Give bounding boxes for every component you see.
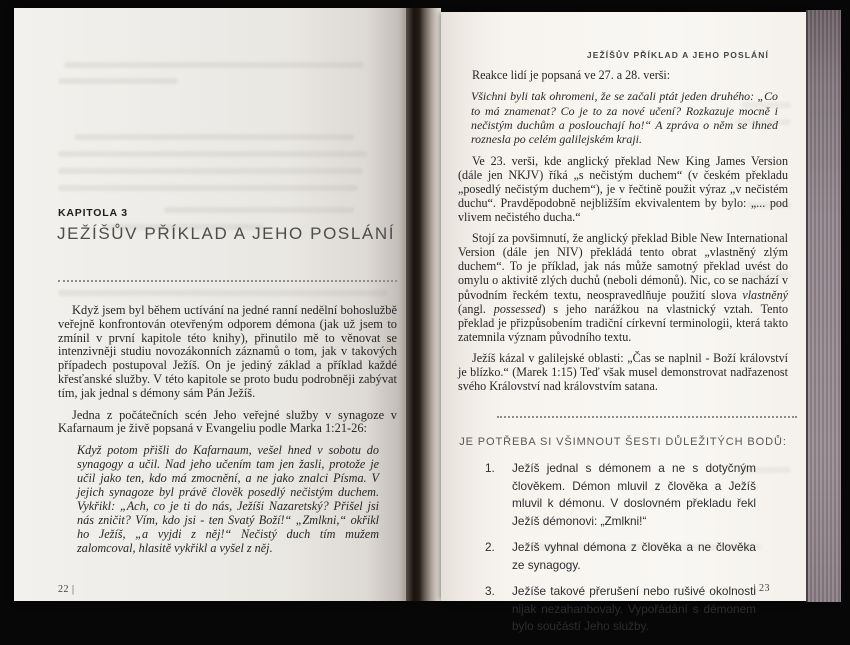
paragraph-with-italics [458,231,788,344]
bleed-through-line [58,151,368,157]
book-gutter-shadow [406,8,441,601]
list-item-number: 3. [485,584,495,598]
list-item [458,583,788,636]
bleed-through-line [58,78,178,84]
bleed-through-line [58,185,358,191]
list-item [458,460,788,530]
left-page [14,8,406,601]
bleed-through-line [58,290,388,296]
paragraph: Ve 23. verši, kde anglický překlad New King James Version (dále jen NKJV) říká „s nečistým duchem“ (v českém překladu „posedlý nečistým duchem“), je v řečtině použit výraz „v nečistém duchu“. Pravděpodobně nejbližším ekvivalentem by bylo: „... pod vlivem nečistého ducha.“ [458,153,788,225]
page-number-left: 22 | [58,584,75,595]
left-page-body [58,304,397,555]
chapter-title: JEŽÍŠŮV PŘÍKLAD A JEHO POSLÁNÍ [57,224,396,243]
list-item-number: 1. [485,461,495,475]
paragraph-part: Stojí za povšimnutí, že anglický překlad Bible New International Version (dále jen NIV) překládá tento obrat „vlastněný zlým duchem“. To je příklad, jak nás může samotný překlad uvést do omylu o aktivitě zlých duchů (neboli démonů). Nic, co se nachází v původním řeckém textu, neospravedlňuje použití slova [458,231,788,302]
list-item [458,539,788,574]
dotted-divider [58,280,397,282]
list-item-text: Ježíš jednal s démonem a ne s dotyčným člověkem. Démon mluvil z člověka a Ježíš mluvil k démonu. V doslovném překladu řekl Ježíš démonovi: „Zmlkni!“ [512,461,756,528]
book-fore-edge [806,10,841,602]
bleed-through-line [58,168,363,174]
scripture-quote: Když potom přišli do Kafarnaum, vešel hned v sobotu do synagogy a učil. Nad jeho učením tam jen žasli, protože je učil jako ten, kdo má zmocnění, a ne jako znalci Písma. V jejich synagoze byl právě člověk posedlý nečistým duchem. Vykřikl: „Ach, co je ti do nás, Ježíši Nazaretský? Přišel jsi nás zničit? Vím, kdo jsi - ten Svatý Boží!“ „Zmlkni,“ okřikl ho Ježíš, „a vyjdi z něj!“ Nečistý duch tím mužem zalomcoval, hlasitě vykřikl a vyšel z něj. [77,443,379,555]
right-page-body [458,68,788,400]
bleed-through-line [164,207,354,213]
list-item-text: Ježíše takové přerušení nebo rušivé okolnosti nijak nezahanbovaly. Vypořádání s démonem bylo součástí Jeho služby. [512,584,756,633]
paragraph: Když jsem byl během uctívání na jedné ranní nedělní bohoslužbě veřejně konfrontován otevřeným odporem démona (jak už jsem to zmínil v první kapitole této knihy), přinutilo mě to věnovat se intenzivněji studiu novozákonních záznamů o tom, jak v takových případech postupoval Ježíš. On je jediný základ a příklad každé křesťanské služby. V této kapitole se proto budu podrobněji zabývat tím, jak jednal s démony sám Pán Ježíš. [58,303,397,400]
page-number-right: | 23 [753,583,770,594]
paragraph: Jedna z počátečních scén Jeho veřejné služby v synagoze v Kafarnaum je živě popsaná v Evangeliu podle Marka 1:21-26: [58,407,397,436]
list-item-number: 2. [485,540,495,554]
scripture-quote: Všichni byli tak ohromeni, že se začali ptát jeden druhého: „Co to má znamenat? Co je to za nové učení? Rozkazuje mocně i nečistým duchům a poslouchají ho!“ A zpráva o něm se ihned roznesla po celém galilejském kraji. [471,89,778,147]
paragraph: Reakce lidí je popsaná ve 27. a 28. verši: [472,68,671,82]
right-page [441,12,806,633]
italic-term: vlastněný [742,287,788,302]
section-heading: JE POTŘEBA SI VŠIMNOUT ŠESTI DŮLEŽITÝCH BODŮ: [459,436,787,448]
list-item-text: Ježíš vyhnal démona z člověka a ne člověka ze synagogy. [512,540,756,572]
italic-term: possessed [493,301,542,316]
chapter-kicker: KAPITOLA 3 [58,207,128,219]
running-header: JEŽÍŠŮV PŘÍKLAD A JEHO POSLÁNÍ [586,50,769,60]
paragraph-part: (angl. [458,301,494,316]
bleed-through-line [64,62,364,68]
paragraph-part: ) s jeho narážkou na vlastnický vztah. Tento překlad je přizpůsobením tradiční církevní terminologii, která takto zatemnila význam původního textu. [458,301,788,344]
dotted-divider [497,416,797,418]
bleed-through-line [74,134,354,140]
paragraph: Ježíš kázal v galilejské oblasti: „Čas se naplnil - Boží království je blízko.“ (Marek 1:15) Teď však musel demonstrovat nadřazenost svého Království nad královstvím satana. [458,350,788,394]
